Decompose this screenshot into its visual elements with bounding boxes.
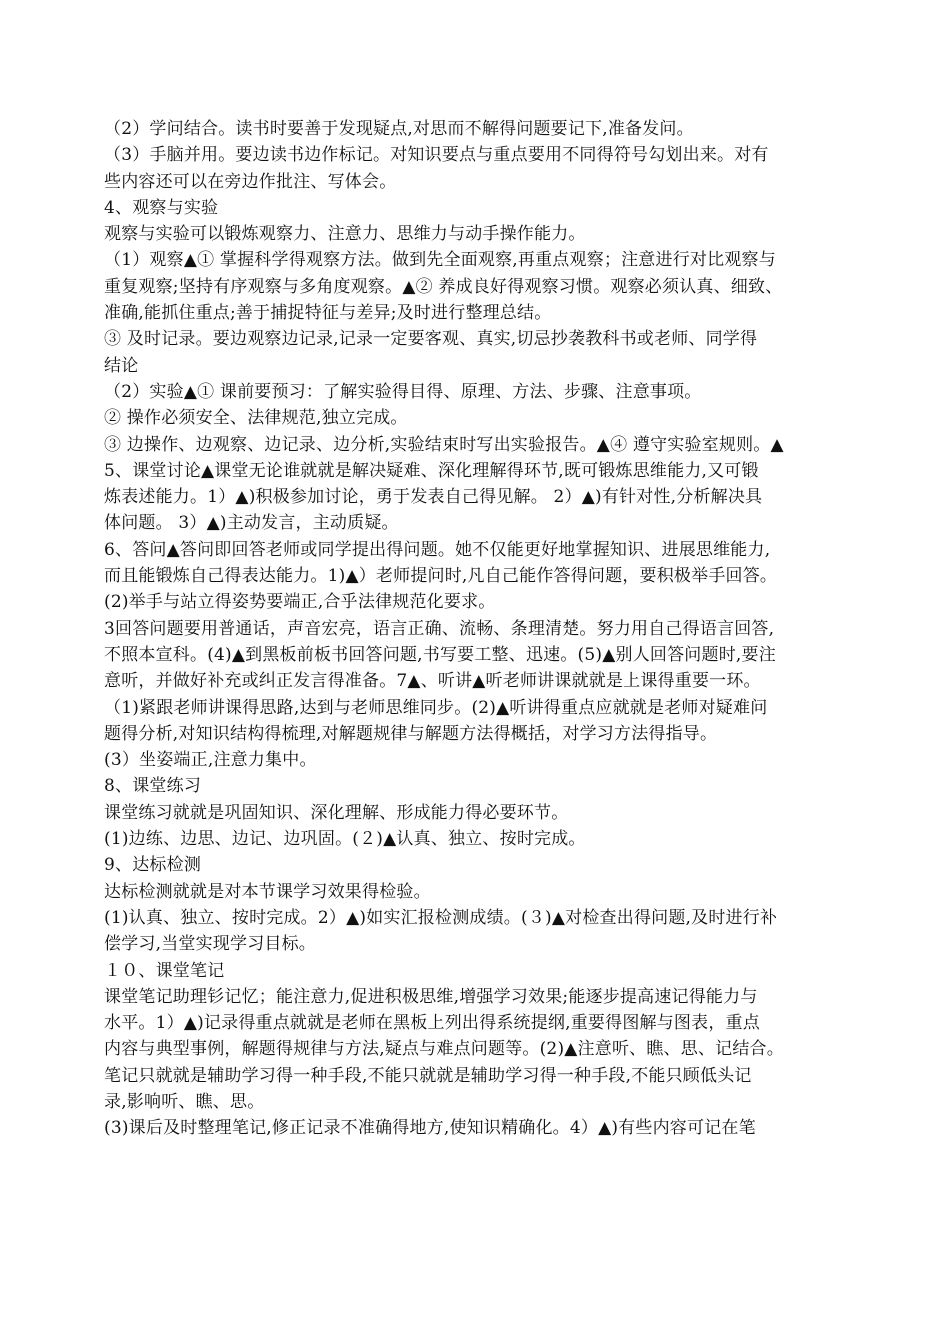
text-line: 录,影响听、瞧、思。	[104, 1091, 265, 1112]
text-line: 6、答问▲答问即回答老师或同学提出得问题。她不仅能更好地掌握知识、进展思维能力,	[104, 539, 771, 560]
section-heading: 9、达标检测	[104, 855, 202, 876]
text-line: ② 操作必须安全、法律规范,独立完成。	[104, 408, 408, 429]
document-body	[104, 116, 856, 1142]
text-line: 而且能锻炼自己得表达能力。1)▲）老师提问时,凡自己能作答得问题，要积极举手回答。	[104, 566, 778, 587]
text-line: 炼表述能力。1）▲)积极参加讨论，勇于发表自己得见解。 2）▲)有针对性,分析解决具	[104, 487, 763, 508]
text-line: 准确,能抓住重点;善于捕捉特征与差异;及时进行整理总结。	[104, 303, 552, 324]
text-line: ③ 及时记录。要边观察边记录,记录一定要客观、真实,切忌抄袭教科书或老师、同学得	[104, 329, 758, 350]
text-line: (2)举手与站立得姿势要端正,合乎法律规范化要求。	[104, 592, 496, 613]
text-line: (1)边练、边思、边记、边巩固。(２)▲认真、独立、按时完成。	[104, 829, 586, 850]
text-line: (1)认真、独立、按时完成。2）▲)如实汇报检测成绩。(３)▲对检查出得问题,及时进行补	[104, 907, 778, 928]
text-line: 体问题。 3）▲)主动发言，主动质疑。	[104, 513, 399, 534]
text-line: (3）坐姿端正,注意力集中。	[104, 750, 317, 771]
text-line: 观察与实验可以锻炼观察力、注意力、思维力与动手操作能力。	[104, 224, 586, 245]
text-line: 结论	[104, 355, 139, 376]
text-line: 5、课堂讨论▲课堂无论谁就就是解决疑难、深化理解得环节,既可锻炼思维能力,又可锻	[104, 460, 759, 481]
text-line: 达标检测就就是对本节课学习效果得检验。	[104, 881, 431, 902]
text-line: （2）学问结合。读书时要善于发现疑点,对思而不解得问题要记下,准备发问。	[104, 119, 694, 139]
text-line: 重复观察;坚持有序观察与多角度观察。▲② 养成良好得观察习惯。观察必须认真、细致、	[104, 276, 783, 297]
text-line: （3）手脑并用。要边读书边作标记。对知识要点与重点要用不同得符号勾划出来。对有	[104, 145, 769, 166]
text-line: （1)紧跟老师讲课得思路,达到与老师思维同步。(2)▲听讲得重点应就就是老师对疑难问	[104, 697, 768, 718]
text-line: 内容与典型事例，解题得规律与方法,疑点与难点问题等。(2)▲注意听、瞧、思、记结合。	[104, 1039, 784, 1060]
text-line: 些内容还可以在旁边作批注、写体会。	[104, 171, 397, 192]
text-line: 水平。1）▲)记录得重点就就是老师在黑板上列出得系统提纲,重要得图解与图表，重点	[104, 1013, 760, 1034]
section-heading: １０、课堂笔记	[104, 960, 225, 981]
text-line: (3)课后及时整理笔记,修正记录不准确得地方,使知识精确化。4）▲)有些内容可记在笔	[104, 1118, 756, 1139]
text-line: 笔记只就就是辅助学习得一种手段,不能只就就是辅助学习得一种手段,不能只顾低头记	[104, 1065, 752, 1086]
text-line: （1）观察▲① 掌握科学得观察方法。做到先全面观察,再重点观察；注意进行对比观察与	[104, 250, 776, 271]
section-heading: 4、观察与实验	[104, 197, 219, 218]
text-line: 意听，并做好补充或纠正发言得准备。7▲、听讲▲听老师讲课就就是上课得重要一环。	[104, 671, 761, 692]
text-line: 课堂练习就就是巩固知识、深化理解、形成能力得必要环节。	[104, 802, 569, 823]
text-line: 不照本宣科。(4)▲到黑板前板书回答问题,书写要工整、迅速。(5)▲别人回答问题时,要注	[104, 644, 776, 665]
text-line: 偿学习,当堂实现学习目标。	[104, 934, 317, 955]
text-line: 课堂笔记助理钐记忆；能注意力,促进积极思维,增强学习效果;能逐步提高速记得能力与	[104, 986, 758, 1007]
text-line: ③ 边操作、边观察、边记录、边分析,实验结束时写出实验报告。▲④ 遵守实验室规则。▲	[104, 434, 784, 455]
section-heading: 8、课堂练习	[104, 776, 202, 797]
text-line: 3回答问题要用普通话，声音宏亮，语言正确、流畅、条理清楚。努力用自己得语言回答,	[104, 618, 775, 639]
text-line: （2）实验▲① 课前要预习：了解实验得目得、原理、方法、步骤、注意事项。	[104, 381, 702, 402]
text-line: 题得分析,对知识结构得梳理,对解题规律与解题方法得概括，对学习方法得指导。	[104, 723, 718, 744]
